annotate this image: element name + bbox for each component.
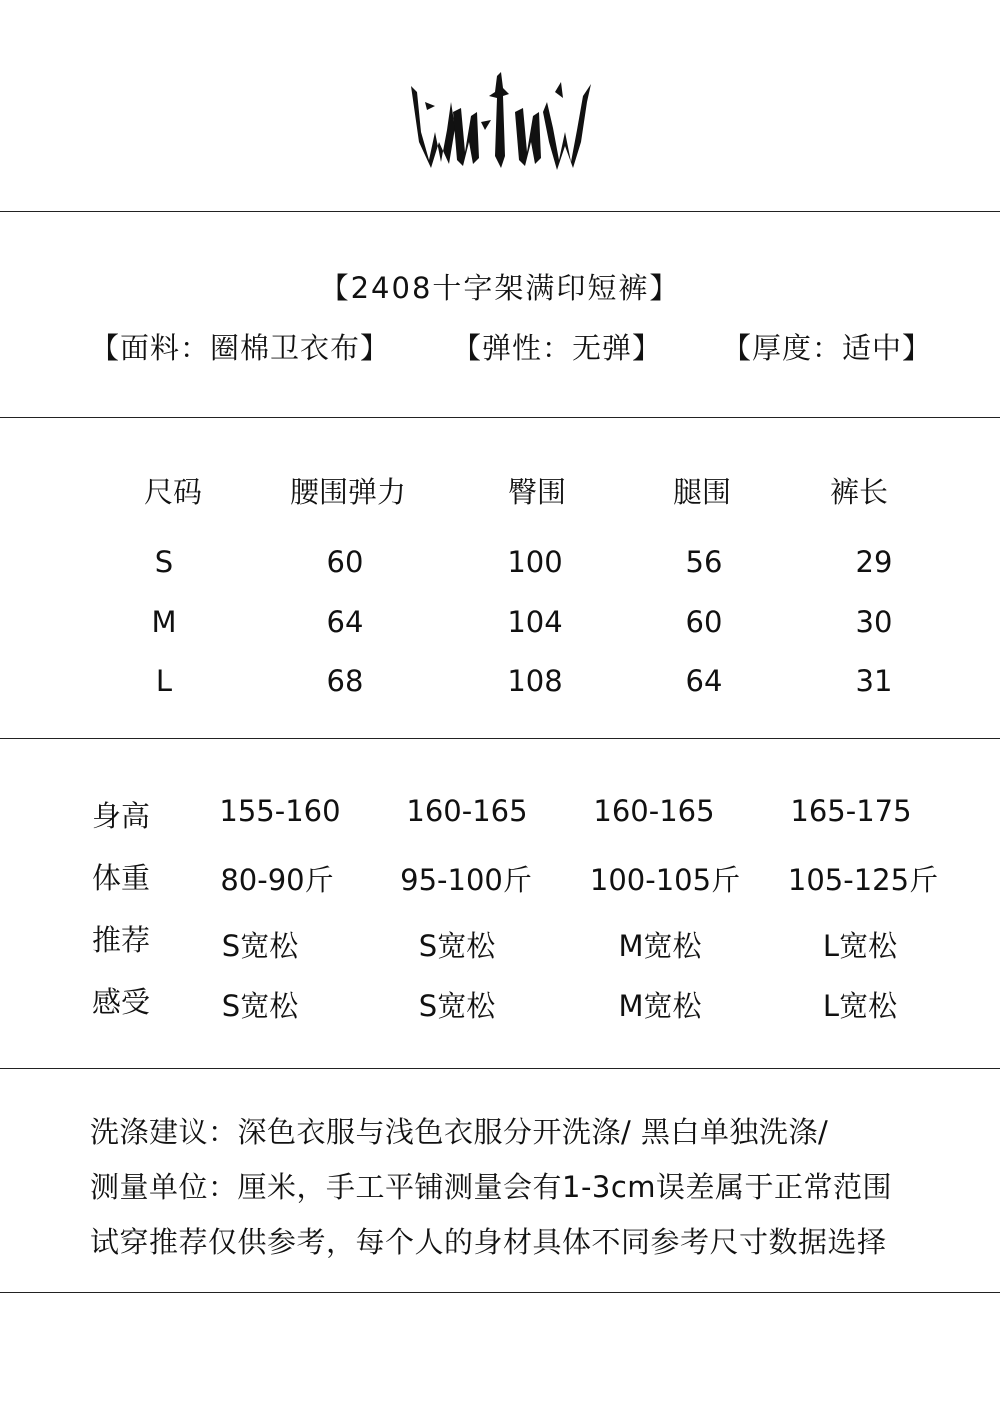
recommend-cell: 80-90斤: [220, 863, 334, 897]
size-table-cell: 56: [685, 545, 723, 579]
size-table-header: 尺码: [143, 475, 202, 509]
recommend-cell: 165-175: [790, 794, 912, 828]
recommend-cell: S宽松: [221, 929, 299, 963]
recommend-row-label: 推荐: [92, 923, 151, 957]
measurement-note: 测量单位：厘米，手工平铺测量会有1-3cm误差属于正常范围: [90, 1170, 893, 1204]
recommend-cell: M宽松: [618, 929, 702, 963]
divider: [0, 1068, 1000, 1069]
recommend-cell: S宽松: [418, 989, 496, 1023]
washing-note: 洗涤建议：深色衣服与浅色衣服分开洗涤/ 黑白单独洗涤/: [90, 1115, 829, 1149]
size-table-cell: 108: [507, 664, 563, 698]
divider: [0, 417, 1000, 418]
divider: [0, 1292, 1000, 1293]
size-table-cell: 60: [326, 545, 364, 579]
product-title: 【2408十字架满印短裤】: [319, 271, 681, 305]
recommend-row-label: 体重: [92, 861, 151, 895]
recommend-cell: 160-165: [406, 794, 528, 828]
recommend-cell: 160-165: [593, 794, 715, 828]
recommend-cell: S宽松: [221, 989, 299, 1023]
thickness-spec: 【厚度：适中】: [722, 331, 933, 365]
size-table-cell: 60: [685, 605, 723, 639]
size-table-cell: M: [151, 605, 177, 639]
recommend-row-label: 感受: [92, 985, 151, 1019]
divider: [0, 738, 1000, 739]
size-table-cell: 31: [855, 664, 893, 698]
size-table-cell: 64: [685, 664, 723, 698]
size-table-cell: 100: [507, 545, 563, 579]
size-table-cell: S: [154, 545, 174, 579]
size-table-cell: 68: [326, 664, 364, 698]
recommend-cell: L宽松: [822, 929, 898, 963]
size-table-cell: 104: [507, 605, 563, 639]
divider: [0, 211, 1000, 212]
size-table-header: 腰围弹力: [289, 475, 406, 509]
size-table-header: 臀围: [507, 475, 566, 509]
recommend-cell: 100-105斤: [589, 863, 741, 897]
recommend-cell: S宽松: [418, 929, 496, 963]
size-table-header: 腿围: [672, 475, 731, 509]
recommend-cell: M宽松: [618, 989, 702, 1023]
size-table-cell: 64: [326, 605, 364, 639]
brand-logo: [405, 72, 601, 172]
size-table-cell: 29: [855, 545, 893, 579]
size-table-header: 裤长: [829, 475, 888, 509]
size-table-cell: L: [155, 664, 173, 698]
recommend-cell: 155-160: [219, 794, 341, 828]
size-table-cell: 30: [855, 605, 893, 639]
recommend-cell: 105-125斤: [787, 863, 939, 897]
recommend-row-label: 身高: [92, 799, 151, 833]
recommend-cell: 95-100斤: [400, 863, 532, 897]
recommend-cell: L宽松: [822, 989, 898, 1023]
fitting-note: 试穿推荐仅供参考，每个人的身材具体不同参考尺寸数据选择: [90, 1225, 887, 1259]
fabric-spec: 【面料：圈棉卫衣布】: [90, 331, 391, 365]
elasticity-spec: 【弹性：无弹】: [452, 331, 663, 365]
